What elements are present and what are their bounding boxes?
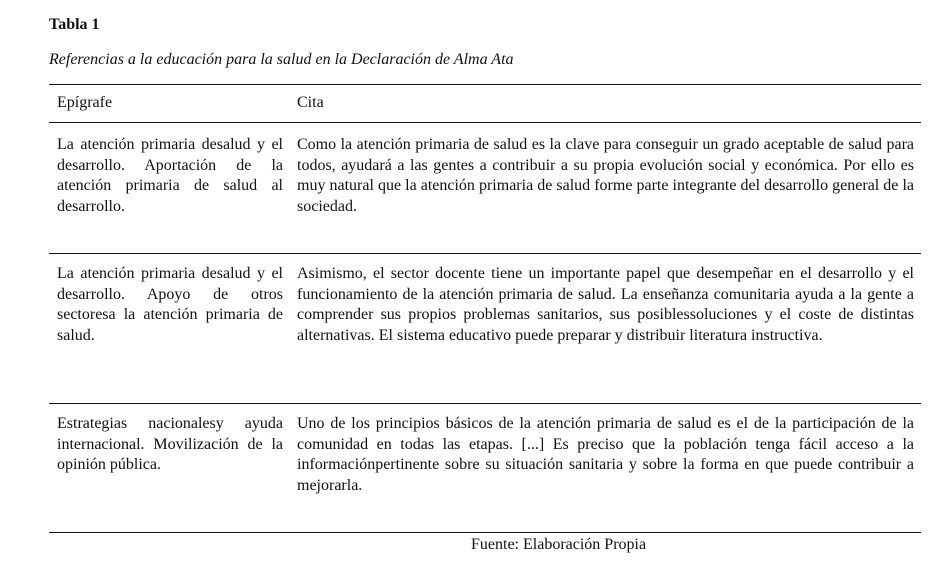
table-top-rule <box>49 84 921 85</box>
row-2-epigrafe: La atención primaria desalud y el desarrollo. Apoyo de otros sectoresa la atención primaria de salud. <box>57 265 283 344</box>
row-2-cita: Asimismo, el sector docente tiene un importante papel que desempeñar en el desarrollo y el funcionamiento de la atención primaria de salud. La enseñanza comunitaria ayuda a la gente a comprender sus propios problemas sanitarios, sus posiblessoluciones y el coste de distintas alternativas. El sistema educativo puede preparar y distribuir literatura instructiva. <box>297 265 914 344</box>
table-caption: Referencias a la educación para la salud en la Declaración de Alma Ata <box>49 51 514 68</box>
row-2-rule <box>49 403 921 404</box>
row-1-rule <box>49 253 921 254</box>
table-source: Fuente: Elaboración Propia <box>471 536 647 553</box>
header-epigrafe: Epígrafe <box>57 94 113 111</box>
row-1-epigrafe: La atención primaria desalud y el desarrollo. Aportación de la atención primaria de salud al desarrollo. <box>57 136 283 215</box>
row-1-cita: Como la atención primaria de salud es la clave para conseguir un grado aceptable de salud para todos, ayudará a las gentes a contribuir a su propia evolución social y económica. Por ello es muy natural que la atención primaria de salud forme parte integrante del desarrollo general de la sociedad. <box>297 136 914 215</box>
table-bottom-rule <box>49 532 921 533</box>
header-rule <box>49 122 921 123</box>
row-3-epigrafe: Estrategias nacionalesy ayuda internacional. Movilización de la opinión pública. <box>57 415 283 473</box>
table-label: Tabla 1 <box>49 16 100 33</box>
row-3-cita: Uno de los principios básicos de la atención primaria de salud es el de la participación de la comunidad en todas las etapas. [...] Es preciso que la población tenga fácil acceso a la informaciónpertinente sobre su situación sanitaria y sobre la forma en que puede contribuir a mejorarla. <box>297 415 914 494</box>
header-cita: Cita <box>297 94 324 111</box>
